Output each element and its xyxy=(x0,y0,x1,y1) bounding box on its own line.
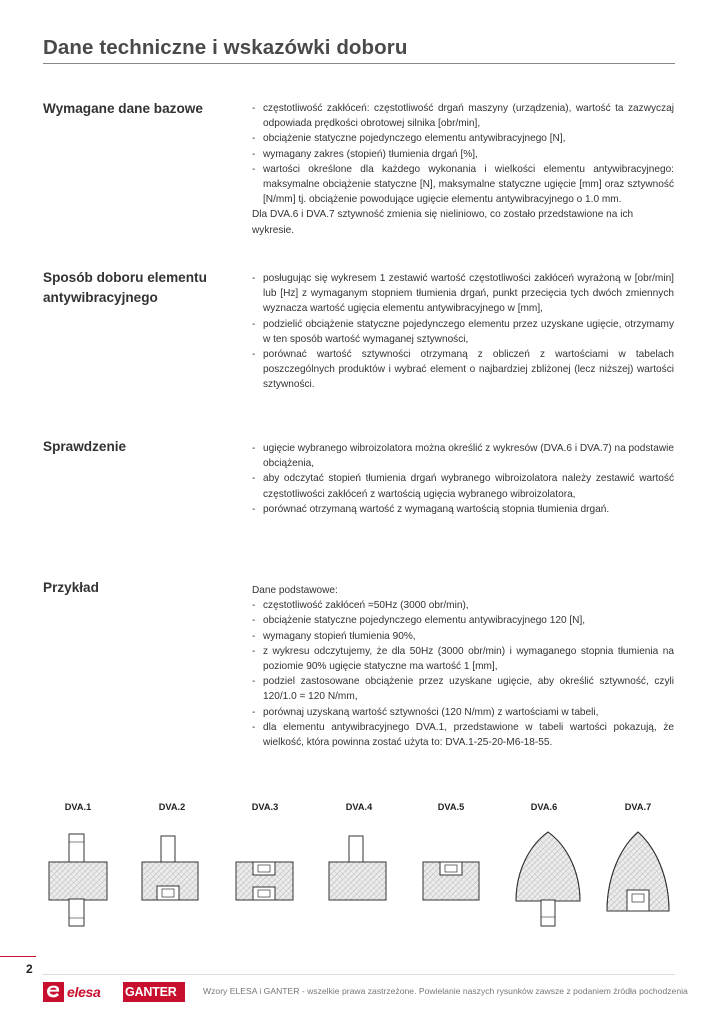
dva5-drawing xyxy=(423,862,479,900)
page-number: 2 xyxy=(26,962,33,976)
list-item: - dla elementu antywibracyjnego DVA.1, przedstawione w tabeli wartości pokazują, że wielkość, która powinna zostać użyta to: DVA.1-25-20-M6-18-55. xyxy=(252,720,674,750)
list-item: - wartości określone dla każdego wykonania i wielkości elementu antywibracyjnego: maksymalne obciążenie statyczne [N], maksymalne statyczne ugięcie [mm] oraz sztywność [N/mm] tj. obciążenie powodujące ugięcie elementu antywibracyjnego o 1.0 mm. xyxy=(252,162,674,208)
variant-label-dva3: DVA.3 xyxy=(251,802,279,812)
variant-label-dva5: DVA.5 xyxy=(437,802,465,812)
variant-label-dva7: DVA.7 xyxy=(624,802,652,812)
section-heading-example: Przykład xyxy=(43,580,99,595)
list-item: - posługując się wykresem 1 zestawić wartość częstotliwości zakłóceń wyrażoną w [obr/min] lub [Hz] z wymaganym stopniem tłumienia drgań, punkt przecięcia tych dwóch zmiennych wyznacza wartość ugięcia elementu antywibracyjnego w [mm], xyxy=(252,271,674,317)
elesa-logo-icon xyxy=(43,982,64,1002)
page-title: Dane techniczne i wskazówki doboru xyxy=(43,36,408,59)
footer-divider xyxy=(42,974,675,975)
example-intro: Dane podstawowe: xyxy=(252,585,338,596)
logo-elesa-text: elesa xyxy=(67,984,101,1000)
list-item: - ugięcie wybranego wibroizolatora można określić z wykresów (DVA.6 i DVA.7) na podstawie obciążenia, xyxy=(252,441,674,471)
variant-label-dva2: DVA.2 xyxy=(158,802,186,812)
variant-label-dva1: DVA.1 xyxy=(64,802,92,812)
section-heading-required: Wymagane dane bazowe xyxy=(43,101,203,116)
list-item: - porównać otrzymaną wartość z wymaganą wartością stopnia tłumienia drgań. xyxy=(252,502,674,517)
dva4-drawing xyxy=(329,836,386,900)
list-item: - z wykresu odczytujemy, że dla 50Hz (3000 obr/min) i wymaganego stopnia tłumienia na poziomie 90% ugięcie statyczne ma wartość 1 [mm], xyxy=(252,644,674,674)
variant-label-dva4: DVA.4 xyxy=(345,802,373,812)
dva2-drawing xyxy=(142,836,198,900)
list-item: - wymagany zakres (stopień) tłumienia drgań [%], xyxy=(252,147,674,162)
elesa-ganter-logo xyxy=(43,982,185,1002)
list-item: - częstotliwość zakłóceń: częstotliwość drgań maszyny (urządzenia), wartość ta zazwyczaj odpowiada prędkości obrotowej silnika [obr/min], xyxy=(252,101,674,131)
list-item: - wymagany stopień tłumienia 90%, xyxy=(252,629,674,644)
list-item: - porównać wartość sztywności otrzymaną z obliczeń z wartościami w tabelach poszczególnych produktów i wybrać element o najbardziej zbliżonej (lecz niższej) wartości sztywności. xyxy=(252,347,674,393)
footer-copyright-note: Wzory ELESA i GANTER - wszelkie prawa zastrzeżone. Powielanie naszych rysunków zawsze z podaniem źródła pochodzenia xyxy=(203,986,688,996)
list-item: - częstotliwość zakłóceń =50Hz (3000 obr/min), xyxy=(252,598,674,613)
logo-ganter-text: GANTER xyxy=(123,982,185,1002)
variant-label-dva6: DVA.6 xyxy=(530,802,558,812)
section-heading-selection: Sposób doboru elementu antywibracyjnego xyxy=(43,270,207,305)
list-item: - porównaj uzyskaną wartość sztywności (120 N/mm) z wartościami w tabeli, xyxy=(252,705,674,720)
section-note: Dla DVA.6 i DVA.7 sztywność zmienia się nieliniowo, co zostało przedstawione na ich wykresie. xyxy=(252,209,634,236)
page-number-accent xyxy=(0,956,36,957)
dva3-drawing xyxy=(236,862,293,900)
list-item: - aby odczytać stopień tłumienia drgań wybranego wibroizolatora należy zestawić wartość częstotliwości zakłóceń z wartością ugięcia wybranego wibroizolatora, xyxy=(252,471,674,501)
list-item: - obciążenie statyczne pojedynczego elementu antywibracyjnego 120 [N], xyxy=(252,613,674,628)
section-heading-check: Sprawdzenie xyxy=(43,439,127,454)
dva7-drawing xyxy=(607,832,669,911)
dva1-drawing xyxy=(49,834,107,926)
list-item: - obciążenie statyczne pojedynczego elementu antywibracyjnego [N], xyxy=(252,131,674,146)
dva6-drawing xyxy=(516,832,580,926)
list-item: - podzielić obciążenie statyczne pojedynczego elementu przez uzyskane ugięcie, otrzymamy w ten sposób wartość wymaganej sztywności, xyxy=(252,317,674,347)
list-item: - podziel zastosowane obciążenie przez uzyskane ugięcie, aby określić sztywność, czyli 120/1.0 = 120 N/mm, xyxy=(252,674,674,704)
